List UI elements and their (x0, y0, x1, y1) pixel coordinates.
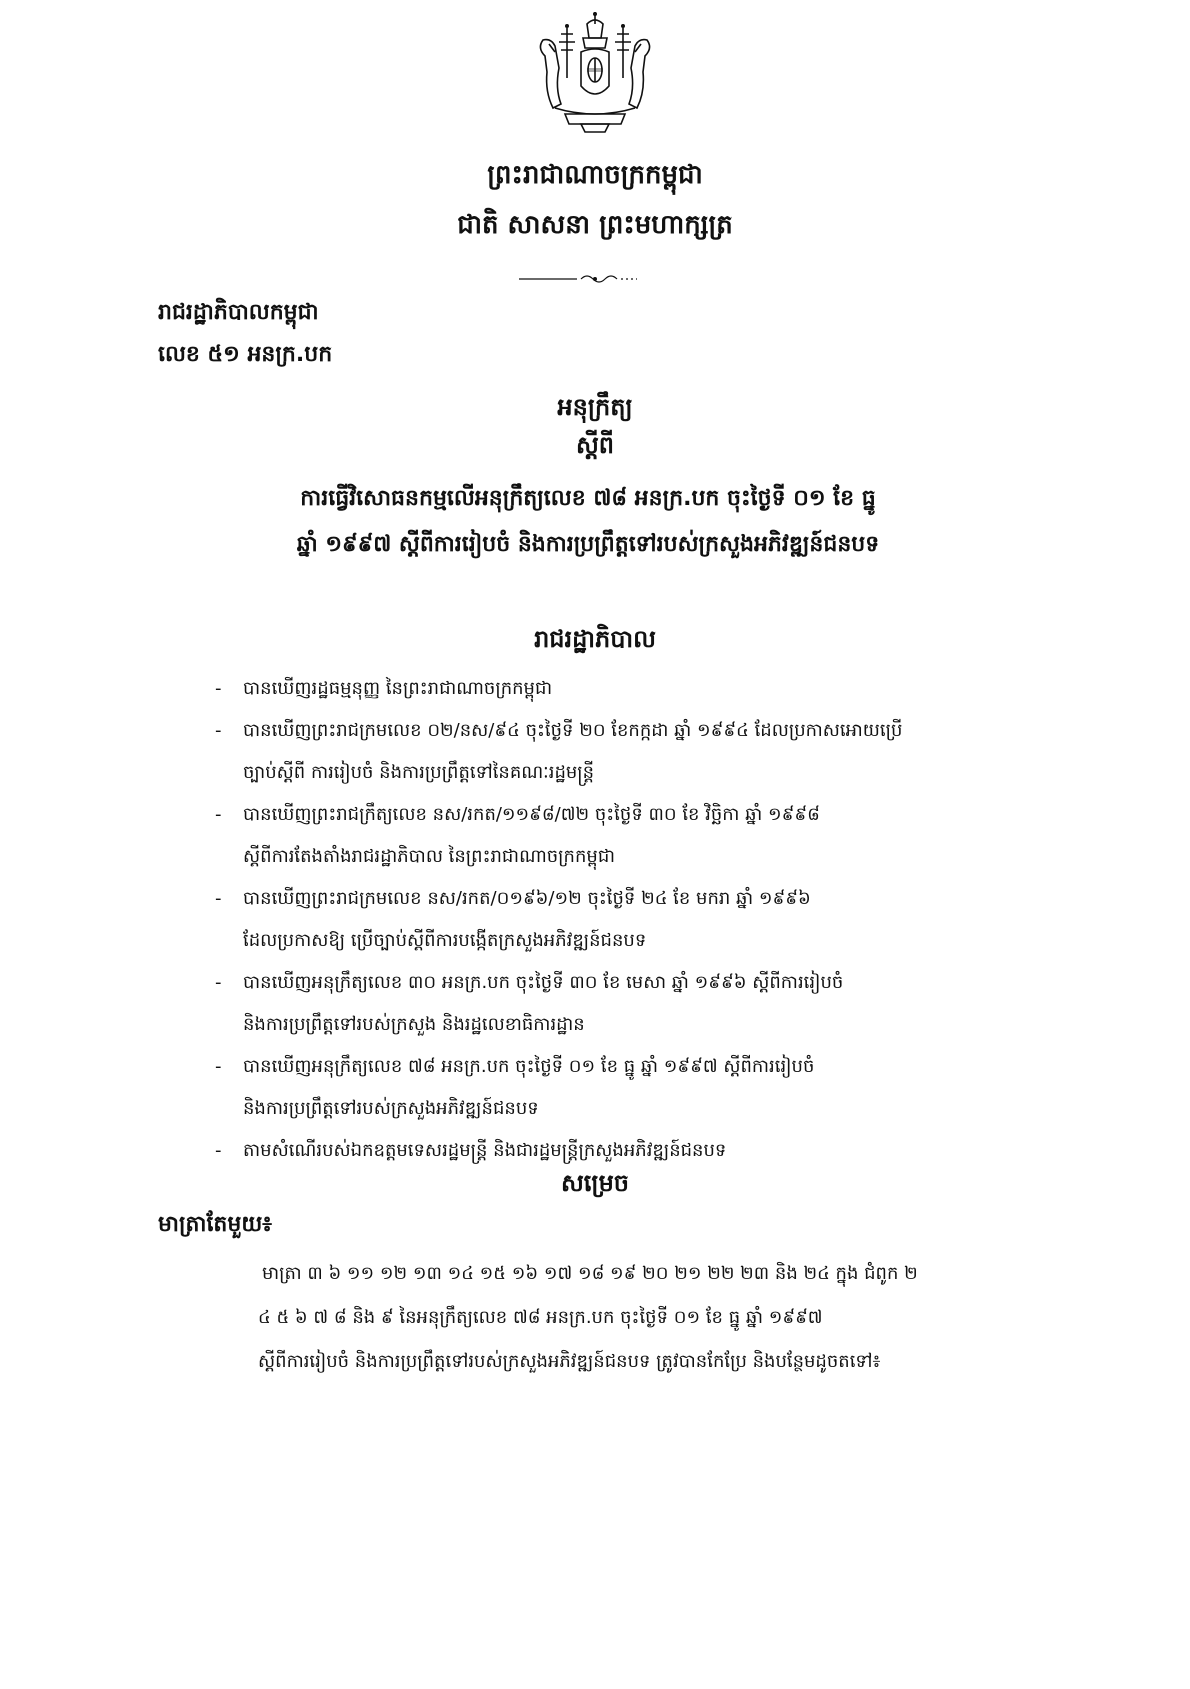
recital-text: បានឃើញព្រះរាជក្រមលេខ នស/រកត/០១៩៦/១២ ចុះថ្ងៃទី ២៤ ខែ មករា ឆ្នាំ ១៩៩៦ (243, 888, 811, 909)
recital-text: បានឃើញអនុក្រឹត្យលេខ ៣០ អនក្រ.បក ចុះថ្ងៃទី ៣០ ខែ មេសា ឆ្នាំ ១៩៩៦ ស្តីពីការរៀបចំ (243, 972, 844, 993)
article-title: មាត្រាតែមួយ៖ (158, 1212, 272, 1237)
document-type: អនុក្រឹត្យ (557, 393, 633, 421)
bullet-dash: - (215, 720, 222, 741)
bullet-dash: - (215, 972, 222, 993)
article-text: ស្តីពីការរៀបចំ និងការប្រព្រឹត្តទៅរបស់ក្រសួងអភិវឌ្ឍន៍ជនបទ ត្រូវបានកែប្រែ និងបន្ថែមដូចតទៅ៖ (258, 1351, 881, 1372)
article-text: ៤ ៥ ៦ ៧ ៨ និង ៩ នៃអនុក្រឹត្យលេខ ៧៨ អនក្រ.បក ចុះថ្ងៃទី ០១ ខែ ធ្នូ ឆ្នាំ ១៩៩៧ (258, 1307, 823, 1328)
recital-text: តាមសំណើរបស់ឯកឧត្តមទេសរដ្ឋមន្ត្រី និងជារដ្ឋមន្ត្រីក្រសួងអភិវឌ្ឍន៍ជនបទ (243, 1140, 727, 1161)
recital-text: បានឃើញព្រះរាជក្រឹត្យលេខ នស/រកត/១១៩៨/៧២ ចុះថ្ងៃទី ៣០ ខែ វិច្ឆិកា ឆ្នាំ ១៩៩៨ (243, 804, 820, 825)
recital-item (215, 878, 1015, 962)
bullet-dash: - (215, 1140, 222, 1161)
subject-line: ឆ្នាំ ១៩៩៧ ស្តីពីការរៀបចំ និងការប្រព្រឹត្តទៅរបស់ក្រសួងអភិវឌ្ឍន៍ជនបទ (296, 532, 880, 557)
bullet-dash: - (215, 888, 222, 909)
bullet-dash: - (215, 678, 222, 699)
recital-text: ច្បាប់ស្តីពី ការរៀបចំ និងការប្រព្រឹត្តទៅនៃគណៈរដ្ឋមន្ត្រី (243, 762, 595, 783)
recital-text: បានឃើញអនុក្រឹត្យលេខ ៧៨ អនក្រ.បក ចុះថ្ងៃទី ០១ ខែ ធ្នូ ឆ្នាំ ១៩៩៧ ស្តីពីការរៀបចំ (243, 1056, 815, 1077)
recitals-list (215, 668, 1015, 1172)
recital-item (215, 1130, 1015, 1172)
bullet-dash: - (215, 1056, 222, 1077)
about-label: ស្តីពី (575, 431, 615, 459)
kingdom-title: ព្រះរាជាណាចក្រកម្ពុជា (487, 160, 703, 190)
royal-coat-of-arms-icon (525, 8, 665, 138)
article-body (258, 1252, 1022, 1384)
issuing-government: រាជរដ្ឋាភិបាលកម្ពុជា (158, 300, 319, 325)
preamble-heading: រាជរដ្ឋាភិបាល (534, 625, 656, 653)
decision-heading: សម្រេច (560, 1169, 630, 1197)
bullet-dash: - (215, 804, 222, 825)
recital-text: និងការប្រព្រឹត្តទៅរបស់ក្រសួង និងរដ្ឋលេខាធិការដ្ឋាន (243, 1014, 585, 1035)
divider-ornament (515, 272, 675, 286)
recital-item (215, 710, 1015, 794)
recital-text: និងការប្រព្រឹត្តទៅរបស់ក្រសួងអភិវឌ្ឍន៍ជនបទ (243, 1098, 539, 1119)
subject-line: ការធ្វើវិសោធនកម្មលើអនុក្រឹត្យលេខ ៧៨ អនក្រ.បក ចុះថ្ងៃទី ០១ ខែ ធ្នូ (300, 486, 876, 511)
article-text: មាត្រា ៣ ៦ ១១ ១២ ១៣ ១៤ ១៥ ១៦ ១៧ ១៨ ១៩ ២០ ២១ ២២ ២៣ និង ២៤ ក្នុង ជំពូក ២ (262, 1263, 918, 1284)
recital-text: បានឃើញរដ្ឋធម្មនុញ្ញ នៃព្រះរាជាណាចក្រកម្ពុជា (243, 678, 553, 699)
recital-item (215, 962, 1015, 1046)
recital-item (215, 1046, 1015, 1130)
recital-item (215, 794, 1015, 878)
decree-number: លេខ ៥១ អនក្រ.បក (158, 342, 333, 367)
recital-text: ស្តីពីការតែងតាំងរាជរដ្ឋាភិបាល នៃព្រះរាជាណាចក្រកម្ពុជា (243, 846, 615, 867)
recital-item (215, 668, 1015, 710)
recital-text: ដែលប្រកាសឱ្យ ប្រើច្បាប់ស្តីពីការបង្កើតក្រសួងអភិវឌ្ឍន៍ជនបទ (243, 930, 647, 951)
recital-text: បានឃើញព្រះរាជក្រមលេខ ០២/នស/៩៤ ចុះថ្ងៃទី ២០ ខែកក្កដា ឆ្នាំ ១៩៩៤ ដែលប្រកាសអោយប្រើ (243, 720, 903, 741)
national-motto: ជាតិ សាសនា ព្រះមហាក្សត្រ (457, 210, 733, 240)
